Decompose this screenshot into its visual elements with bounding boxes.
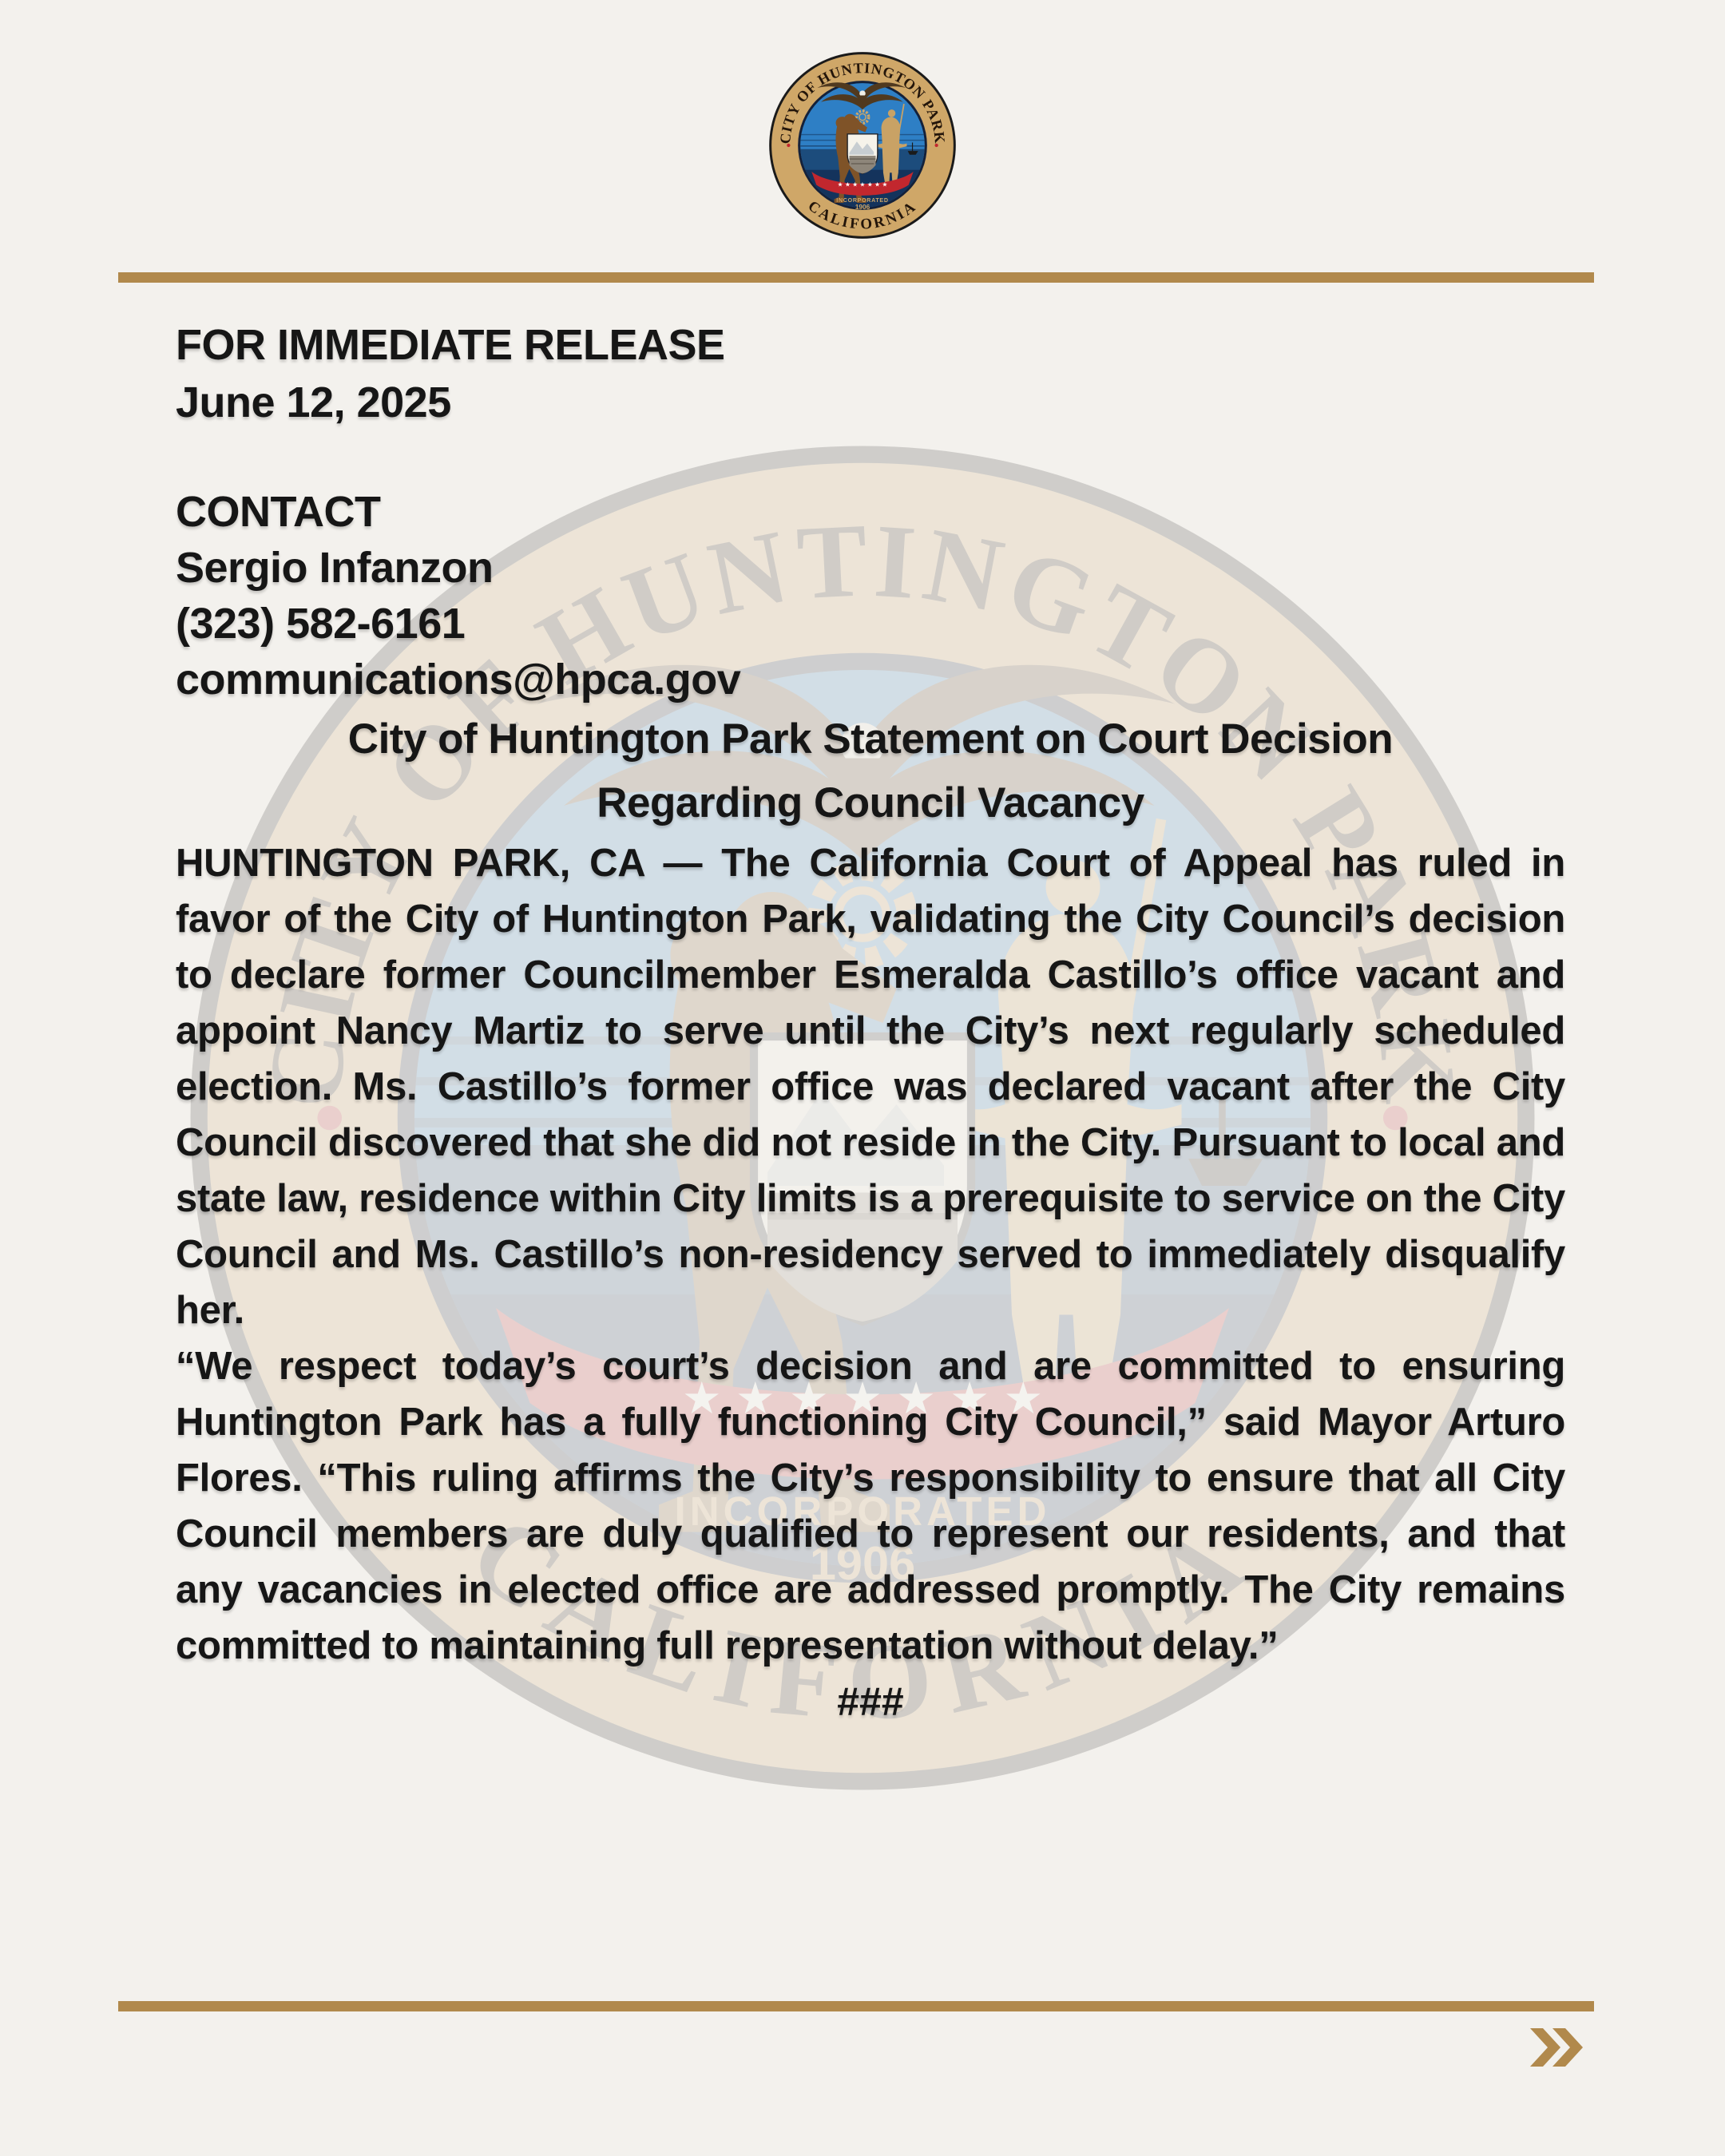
end-mark: ### (837, 1679, 904, 1724)
paragraph-court-ruling: HUNTINGTON PARK, CA — The California Court of Appeal has ruled in favor of the City of Huntington Park, validating the City Council’s decision to declare former Councilmember Esmeralda Castillo’s office vacant and appoint Nancy Martiz to serve until the City’s next regularly scheduled election. Ms. Castillo’s former office was declared vacant after the City Council discovered that she did not reside in the City. Pursuant to local and state law, residence within City limits is a prerequisite to service on the City Council and Ms. Castillo’s non-residency served to immediately disqualify her. (176, 842, 1565, 1332)
contact-heading: CONTACT (176, 488, 381, 536)
statement-title-line-1: City of Huntington Park Statement on Court Decision (347, 715, 1394, 763)
release-date: June 12, 2025 (176, 378, 451, 426)
contact-email: communications@hpca.gov (176, 656, 741, 703)
statement-title-line-2: Regarding Council Vacancy (597, 779, 1144, 826)
contact-name: Sergio Infanzon (176, 544, 494, 592)
bottom-divider (118, 2001, 1594, 2011)
release-label: FOR IMMEDIATE RELEASE (176, 321, 725, 369)
double-chevron-right-icon (1530, 2028, 1584, 2067)
statement-title (176, 707, 1565, 835)
contact-phone: (323) 582-6161 (176, 600, 466, 648)
document-body (176, 0, 1565, 1730)
release-block (176, 316, 1565, 431)
paragraph-mayor-quote: “We respect today’s court’s decision and are committed to ensuring Huntington Park has a fully functioning City Council,” said Mayor Arturo Flores. “This ruling affirms the City’s responsibility to ensure that all City Council members are duly qualified to represent our residents, and that any vacancies in elected office are addressed promptly. The City remains committed to maintaining full representation without delay.” (176, 1345, 1565, 1667)
contact-block (176, 484, 1565, 707)
